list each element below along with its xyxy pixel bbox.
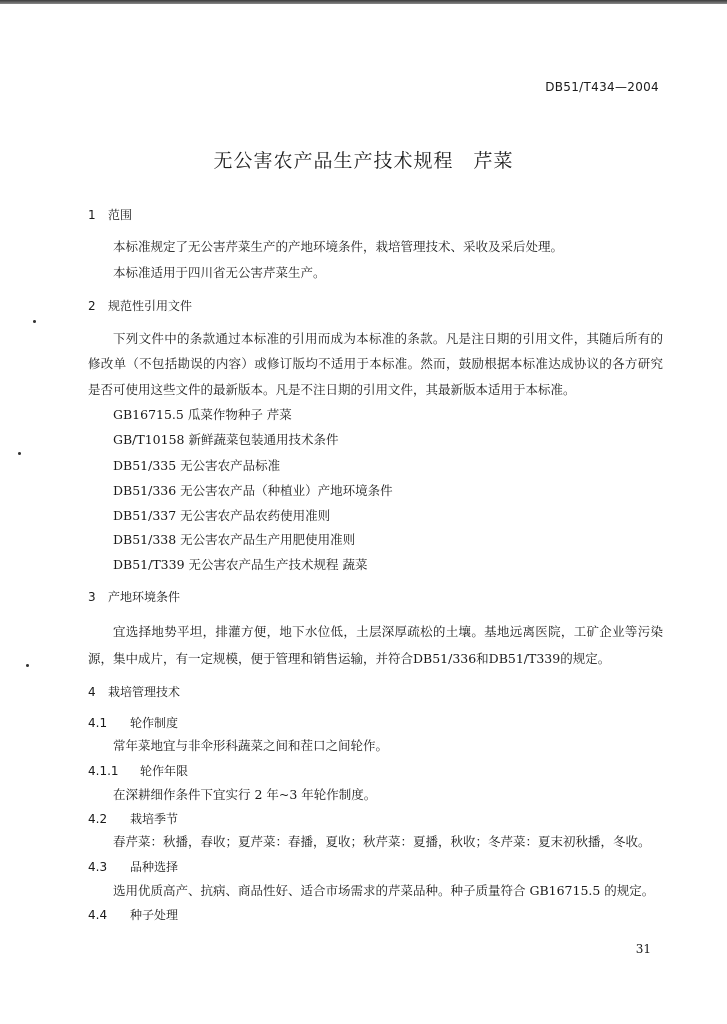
- subsection-heading: [88, 715, 178, 731]
- standard-code: DB51/T434—2004: [545, 80, 659, 94]
- section-title: 轮作制度: [130, 716, 179, 730]
- paragraph: 在深耕细作条件下宜实行 2 年~3 年轮作制度。: [113, 787, 377, 802]
- subsection-heading: [88, 907, 178, 923]
- subsection-heading: [88, 859, 178, 875]
- section-3-heading: [88, 589, 180, 605]
- paragraph: 春芹菜：秋播，春收；夏芹菜：春播，夏收；秋芹菜：夏播，秋收；冬芹菜：夏末初秋播，冬收。: [113, 834, 651, 849]
- section-title: 品种选择: [130, 860, 179, 874]
- section-number: 4.4: [88, 908, 108, 922]
- document-title: 无公害农产品生产技术规程 芹菜: [213, 150, 514, 172]
- section-2-heading: [88, 298, 192, 314]
- section-number: 4: [88, 685, 96, 699]
- paragraph-line: 源，集中成片，有一定规模，便于管理和销售运输，并符合DB51/336和DB51/T339的规定。: [88, 651, 611, 666]
- scan-speck: [33, 320, 36, 323]
- reference-item: GB/T10158 新鲜蔬菜包装通用技术条件: [113, 432, 339, 447]
- section-number: 3: [88, 590, 96, 604]
- paragraph-line: 修改单（不包括勘误的内容）或修订版均不适用于本标准。然而，鼓励根据本标准达成协议的各方研究: [88, 356, 663, 371]
- section-number: 4.2: [88, 812, 108, 826]
- section-4-heading: [88, 684, 180, 700]
- reference-item: DB51/337 无公害农产品农药使用准则: [113, 508, 331, 523]
- reference-item: DB51/336 无公害农产品（种植业）产地环境条件: [113, 483, 393, 498]
- paragraph: 本标准适用于四川省无公害芹菜生产。: [113, 265, 326, 280]
- reference-item: GB16715.5 瓜菜作物种子 芹菜: [113, 407, 292, 422]
- scan-speck: [26, 664, 29, 667]
- section-title: 轮作年限: [140, 764, 189, 778]
- paragraph-line: 是否可使用这些文件的最新版本。凡是不注日期的引用文件，其最新版本适用于本标准。: [88, 382, 576, 397]
- section-title: 范围: [108, 208, 133, 222]
- page-number: 31: [635, 942, 651, 956]
- paragraph: 选用优质高产、抗病、商品性好、适合市场需求的芹菜品种。种子质量符合 GB16715.5 的规定。: [113, 883, 655, 898]
- paragraph-line: 下列文件中的条款通过本标准的引用而成为本标准的条款。凡是注日期的引用文件，其随后所有的: [113, 331, 663, 346]
- reference-item: DB51/T339 无公害农产品生产技术规程 蔬菜: [113, 557, 368, 572]
- subsection-heading: [88, 763, 188, 779]
- section-title: 种子处理: [130, 908, 179, 922]
- section-title: 栽培季节: [130, 812, 179, 826]
- paragraph: 常年菜地宜与非伞形科蔬菜之间和茬口之间轮作。: [113, 738, 389, 753]
- section-number: 2: [88, 299, 96, 313]
- section-title: 栽培管理技术: [108, 685, 181, 699]
- scan-speck: [18, 452, 21, 455]
- section-title: 规范性引用文件: [108, 299, 193, 313]
- subsection-heading: [88, 811, 178, 827]
- section-1-heading: [88, 207, 132, 223]
- scan-top-edge: [0, 0, 727, 4]
- paragraph-line: 宜选择地势平坦，排灌方便，地下水位低，土层深厚疏松的土壤。基地远离医院，工矿企业等污染: [113, 624, 663, 639]
- section-title: 产地环境条件: [108, 590, 181, 604]
- section-number: 1: [88, 208, 96, 222]
- section-number: 4.1.1: [88, 764, 119, 778]
- section-number: 4.1: [88, 716, 108, 730]
- paragraph: 本标准规定了无公害芹菜生产的产地环境条件，栽培管理技术、采收及采后处理。: [113, 239, 564, 254]
- section-number: 4.3: [88, 860, 108, 874]
- reference-item: DB51/338 无公害农产品生产用肥使用准则: [113, 532, 356, 547]
- reference-item: DB51/335 无公害农产品标准: [113, 458, 281, 473]
